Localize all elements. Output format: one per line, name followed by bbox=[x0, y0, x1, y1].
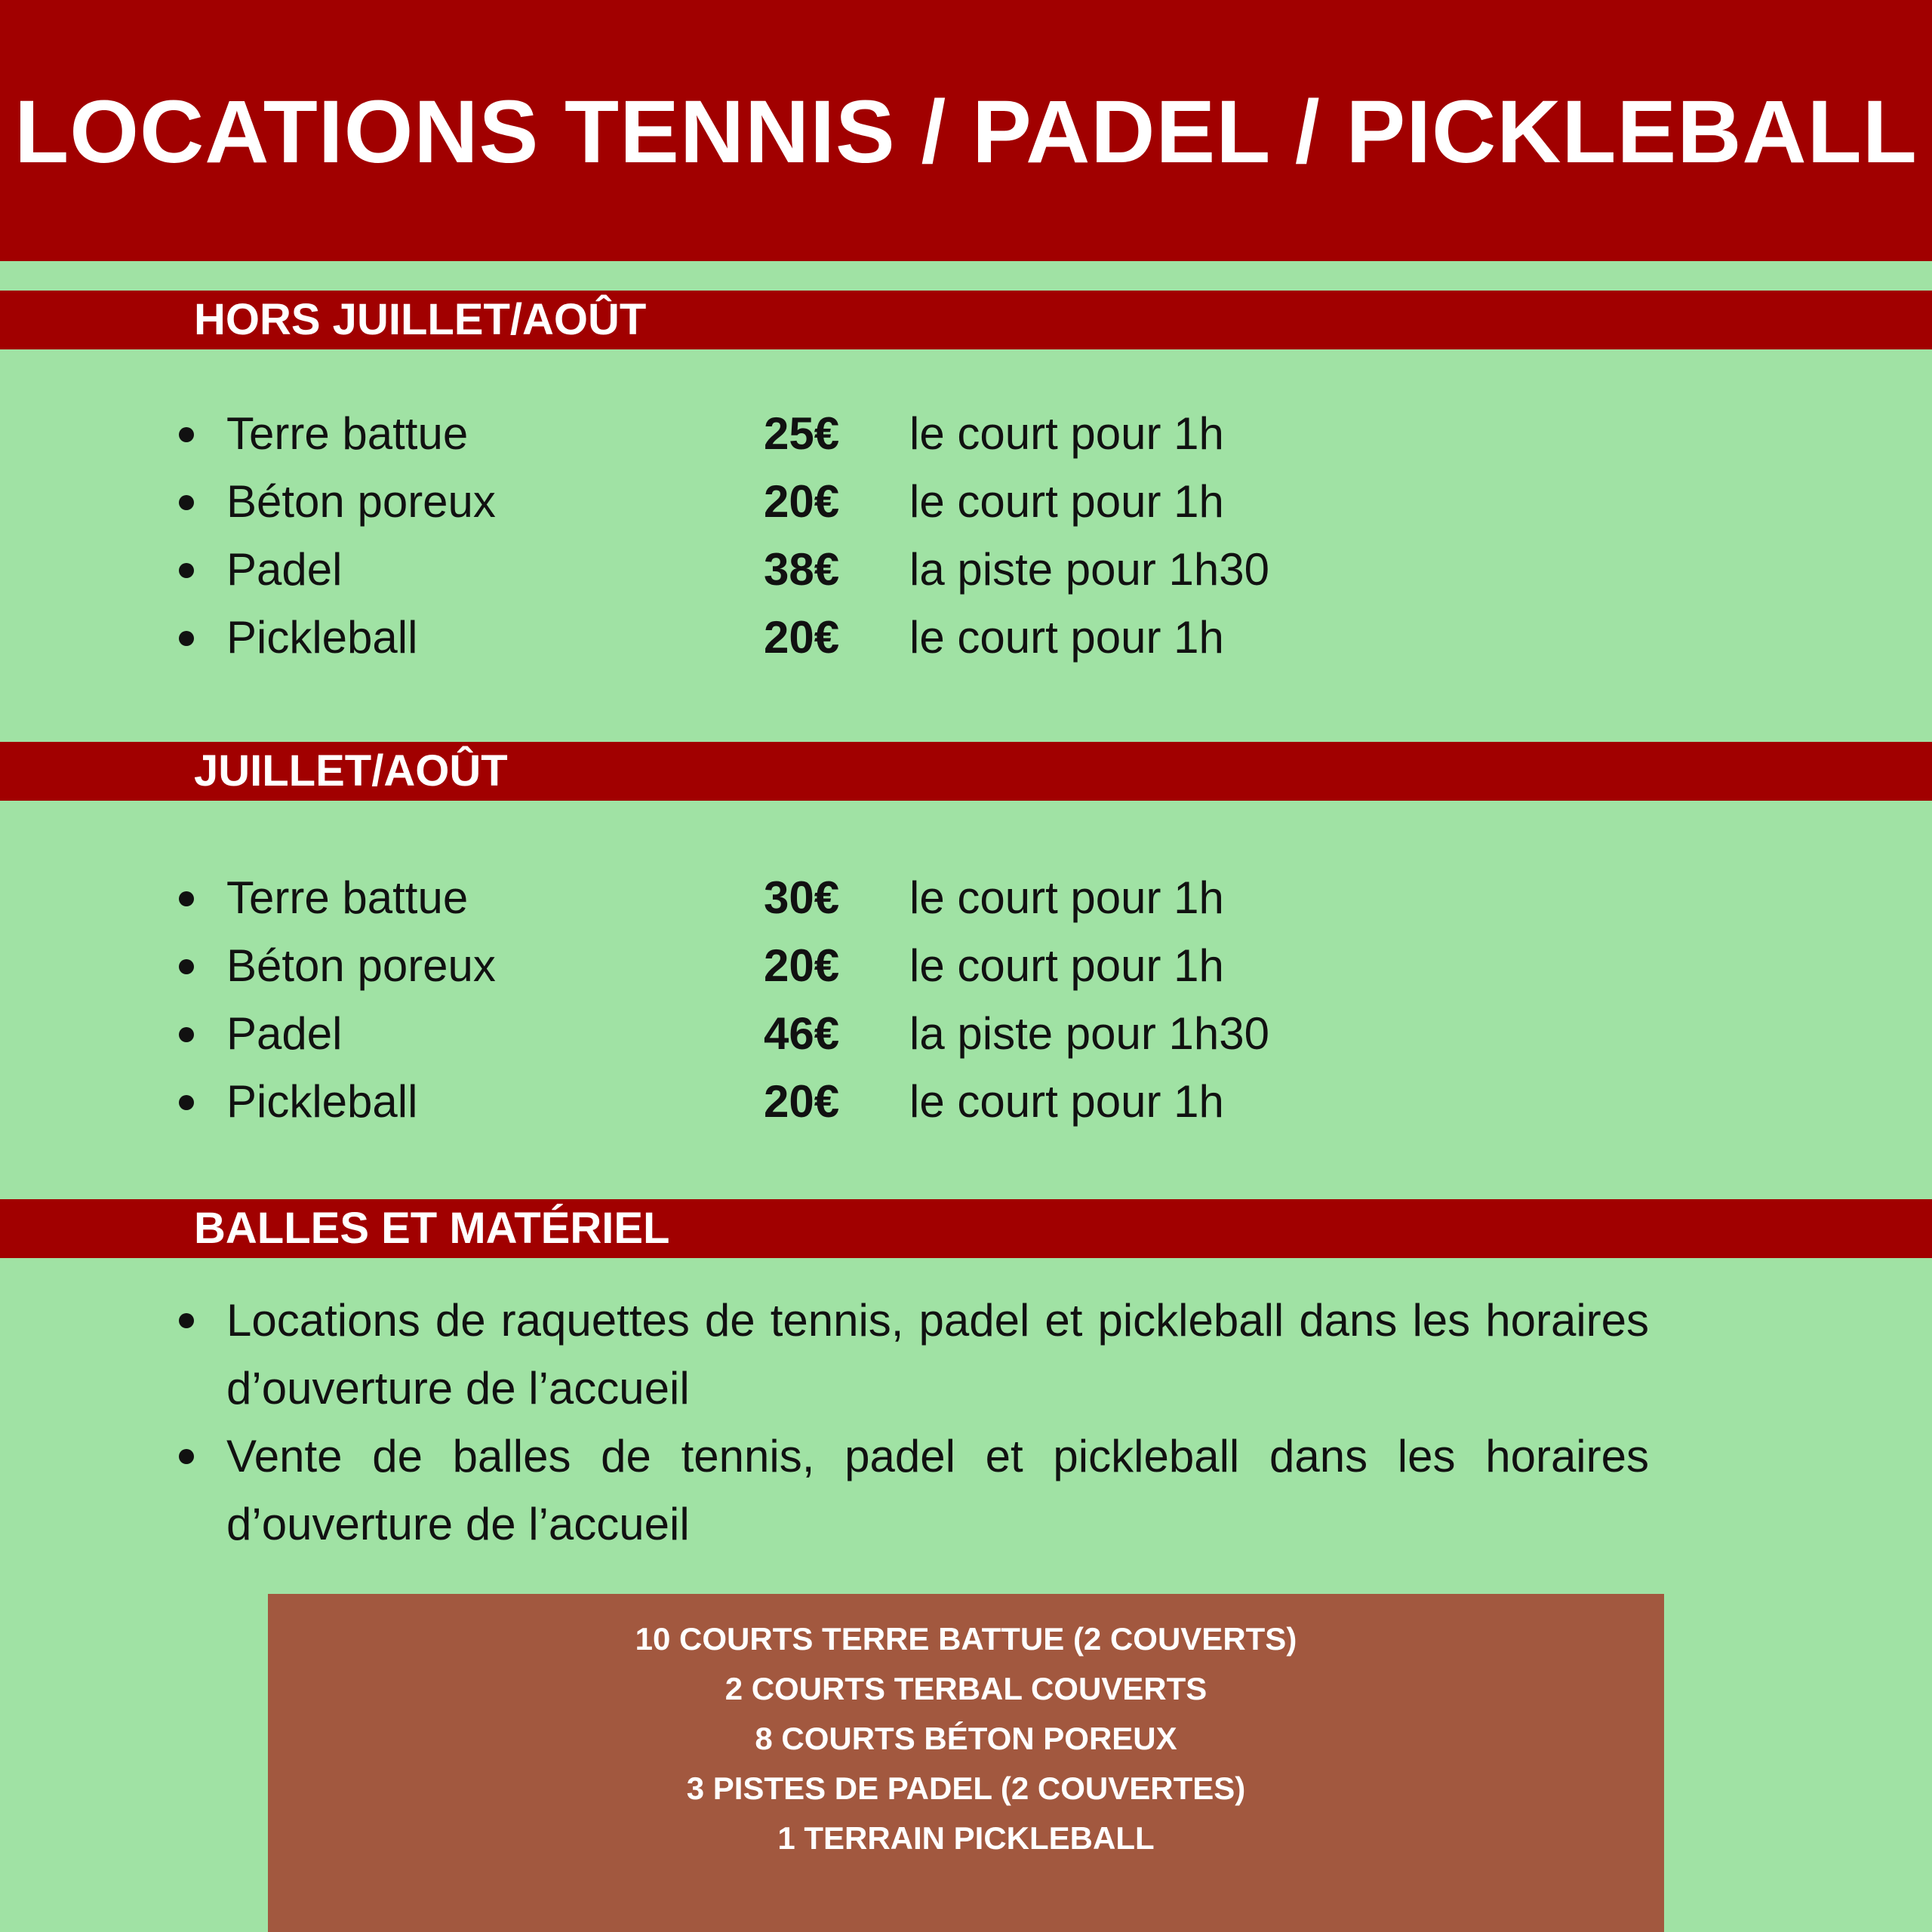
bullet-icon bbox=[179, 563, 194, 578]
bullet-icon bbox=[179, 959, 194, 974]
bullet-icon bbox=[179, 1449, 194, 1464]
row-label: Padel bbox=[226, 544, 343, 595]
row-label: Terre battue bbox=[226, 408, 469, 459]
price-row bbox=[0, 1068, 1932, 1136]
row-label: Terre battue bbox=[226, 872, 469, 923]
price-row bbox=[0, 1000, 1932, 1068]
facilities-box bbox=[268, 1594, 1664, 1932]
row-price: 20€ bbox=[764, 476, 840, 527]
row-label: Béton poreux bbox=[226, 940, 496, 991]
price-row bbox=[0, 536, 1932, 604]
row-label: Pickleball bbox=[226, 1076, 418, 1127]
section-header-equipment bbox=[0, 1199, 1932, 1258]
row-price: 20€ bbox=[764, 612, 840, 663]
bullet-icon bbox=[179, 1027, 194, 1042]
price-row bbox=[0, 932, 1932, 1000]
row-price: 20€ bbox=[764, 1076, 840, 1127]
bullet-icon bbox=[179, 891, 194, 906]
row-desc: le court pour 1h bbox=[909, 1076, 1224, 1127]
row-price: 38€ bbox=[764, 544, 840, 595]
row-desc: le court pour 1h bbox=[909, 872, 1224, 923]
row-desc: la piste pour 1h30 bbox=[909, 1008, 1270, 1059]
section-header-summer bbox=[0, 742, 1932, 801]
price-row bbox=[0, 468, 1932, 536]
section-title: JUILLET/AOÛT bbox=[194, 746, 508, 795]
row-desc: le court pour 1h bbox=[909, 408, 1224, 459]
title-banner bbox=[0, 0, 1932, 261]
row-desc: le court pour 1h bbox=[909, 476, 1224, 527]
row-label: Béton poreux bbox=[226, 476, 496, 527]
row-label: Padel bbox=[226, 1008, 343, 1059]
price-row bbox=[0, 604, 1932, 672]
bullet-icon bbox=[179, 1095, 194, 1110]
price-row bbox=[0, 400, 1932, 468]
section-title: HORS JUILLET/AOÛT bbox=[194, 295, 647, 344]
bullet-icon bbox=[179, 631, 194, 646]
row-price: 30€ bbox=[764, 872, 840, 923]
row-price: 25€ bbox=[764, 408, 840, 459]
row-label: Pickleball bbox=[226, 612, 418, 663]
section-title: BALLES ET MATÉRIEL bbox=[194, 1204, 670, 1253]
bullet-icon bbox=[179, 1313, 194, 1328]
facility-line: 1 TERRAIN PICKLEBALL bbox=[777, 1820, 1155, 1856]
row-price: 46€ bbox=[764, 1008, 840, 1059]
facility-line: 3 PISTES DE PADEL (2 COUVERTES) bbox=[686, 1770, 1246, 1806]
page-title: LOCATIONS TENNIS / PADEL / PICKLEBALL bbox=[14, 82, 1918, 182]
facility-line: 8 COURTS BÉTON POREUX bbox=[755, 1721, 1177, 1756]
bullet-icon bbox=[179, 495, 194, 510]
facility-line: 2 COURTS TERBAL COUVERTS bbox=[724, 1671, 1208, 1706]
equipment-item-rental: Locations de raquettes de tennis, padel et pickleball dans les horaires d’ouverture de l’accueil bbox=[226, 1295, 1649, 1414]
price-row bbox=[0, 864, 1932, 932]
row-price: 20€ bbox=[764, 940, 840, 991]
row-desc: la piste pour 1h30 bbox=[909, 544, 1270, 595]
facility-line: 10 COURTS TERRE BATTUE (2 COUVERTS) bbox=[635, 1621, 1297, 1657]
row-desc: le court pour 1h bbox=[909, 612, 1224, 663]
bullet-icon bbox=[179, 427, 194, 442]
section-header-off-season bbox=[0, 291, 1932, 349]
equipment-item-sale: Vente de balles de tennis, padel et pickleball dans les horaires d’ouverture de l’accueil bbox=[226, 1431, 1649, 1549]
row-desc: le court pour 1h bbox=[909, 940, 1224, 991]
